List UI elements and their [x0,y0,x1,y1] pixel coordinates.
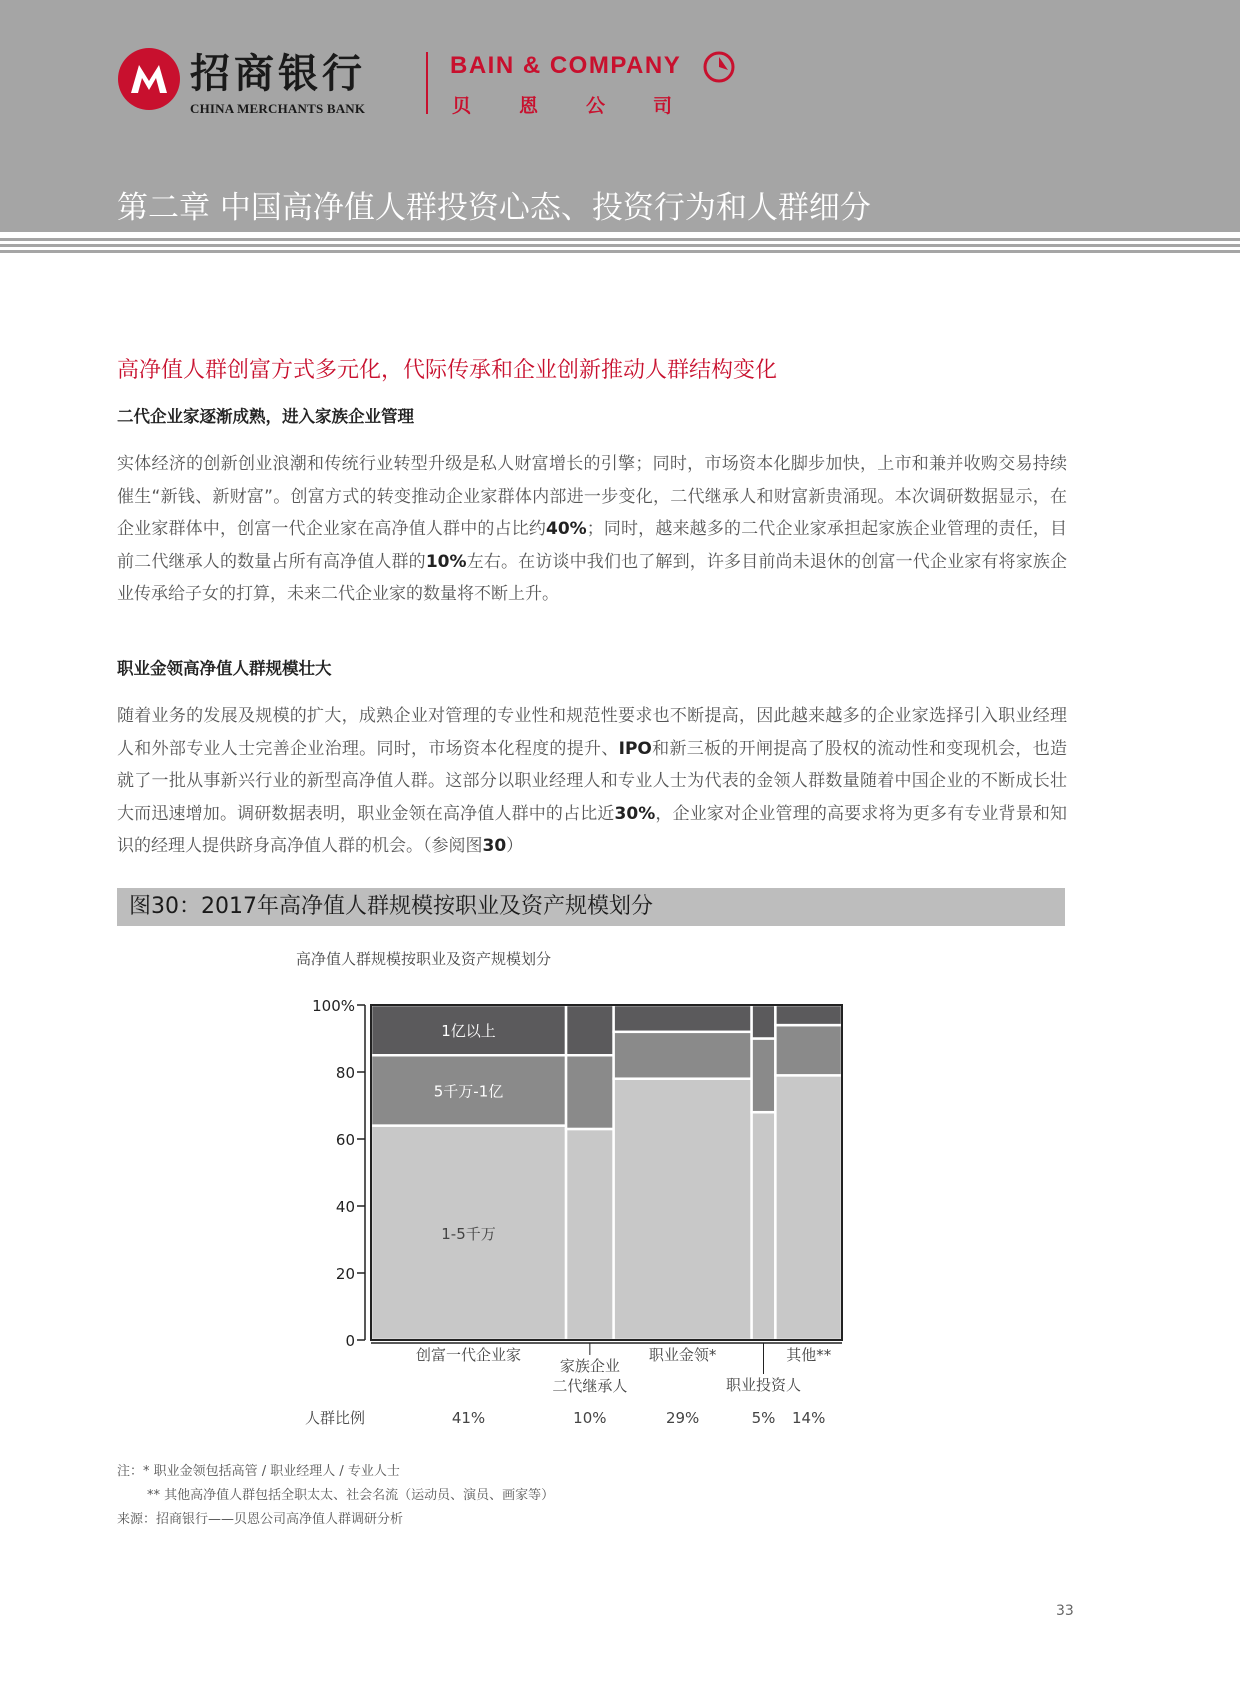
series-label: 1亿以上 [441,1022,496,1041]
figure-title: 图30：2017年高净值人群规模按职业及资产规模划分 [129,894,653,919]
series-label: 1-5千万 [441,1224,496,1243]
chart-segment [614,1005,752,1032]
share-label: 41% [451,1409,486,1427]
share-label: 10% [573,1409,607,1427]
category-label: 职业金领* [648,1346,717,1364]
share-label: 29% [665,1409,700,1427]
chart-segment [614,1079,752,1340]
y-tick-label: 20 [335,1265,355,1283]
y-tick-label: 60 [335,1131,355,1149]
y-tick-label: 40 [335,1198,355,1216]
share-label: 5% [751,1409,776,1427]
category-label: 家族企业 [559,1357,620,1375]
chart-segment [752,1112,776,1340]
chart-segment [775,1025,842,1075]
category-label: 职业投资人 [725,1376,802,1394]
note-1: 注：* 职业金领包括高管 / 职业经理人 / 专业人士 [117,1464,400,1479]
chart-segment [566,1055,614,1129]
series-label: 5千万-1亿 [433,1082,504,1101]
cmb-name-cn: 招商银行 [190,50,366,97]
section-title: 高净值人群创富方式多元化，代际传承和企业创新推动人群结构变化 [117,358,778,383]
chart-segment [566,1129,614,1340]
chart-segment [752,1005,776,1039]
subsection-title-1: 二代企业家逐渐成熟，进入家族企业管理 [117,407,414,426]
chart-segment [775,1075,842,1340]
paragraph-1: 实体经济的创新创业浪潮和传统行业转型升级是私人财富增长的引擎；同时，市场资本化脚步加快，上市和兼并收购交易持续催生“新钱、新财富”。创富方式的转变推动企业家群体内部进一步变化，二代继承人和财富新贵涌现。本次调研数据显示，在企业家群体中，创富一代企业家在高净值人群中的占比约40%；同时，越来越多的二代企业家承担起家族企业管理的责任，目前二代继承人的数量占所有高净值人群的10%左右。在访谈中我们也了解到，许多目前尚未退休的创富一代企业家有将家族企业传承给子女的打算，未来二代企业家的数量将不断上升。 [117,454,1068,604]
paragraph-2: 随着业务的发展及规模的扩大，成熟企业对管理的专业性和规范性要求也不断提高，因此越来越多的企业家选择引入职业经理人和外部专业人士完善企业治理。同时，市场资本化程度的提升、IPO和新三板的开闸提高了股权的流动性和变现机会，也造就了一批从事新兴行业的新型高净值人群。这部分以职业经理人和专业人士为代表的金领人群数量随着中国企业的不断成长壮大而迅速增加。调研数据表明，职业金领在高净值人群中的占比近30%，企业家对企业管理的高要求将为更多有专业背景和知识的经理人提供跻身高净值人群的机会。（参阅图30） [117,706,1068,856]
chapter-title: 第二章 中国高净值人群投资心态、投资行为和人群细分 [117,190,871,226]
chart-title: 高净值人群规模按职业及资产规模划分 [296,950,552,968]
chart-segment [752,1039,776,1113]
chart-segment [775,1005,842,1025]
chart-segment [566,1005,614,1055]
source-note: 来源：招商银行——贝恩公司高净值人群调研分析 [117,1512,404,1527]
cmb-name-en: CHINA MERCHANTS BANK [190,101,366,116]
note-2: ** 其他高净值人群包括全职太太、社会名流（运动员、演员、画家等） [147,1488,555,1503]
category-label: 创富一代企业家 [416,1346,522,1364]
category-label: 二代继承人 [552,1377,628,1395]
subsection-title-2: 职业金领高净值人群规模壮大 [117,659,332,678]
bain-name-cn: 贝恩公司 [452,95,721,117]
bain-name-en: BAIN & COMPANY [450,52,682,79]
share-row-label: 人群比例 [305,1409,366,1427]
y-tick-label: 100% [312,997,355,1015]
y-tick-label: 0 [345,1332,355,1350]
y-tick-label: 80 [335,1064,355,1082]
page-number: 33 [1056,1603,1074,1619]
category-label: 其他** [786,1346,832,1364]
share-label: 14% [792,1409,826,1427]
chart-segment [614,1032,752,1079]
